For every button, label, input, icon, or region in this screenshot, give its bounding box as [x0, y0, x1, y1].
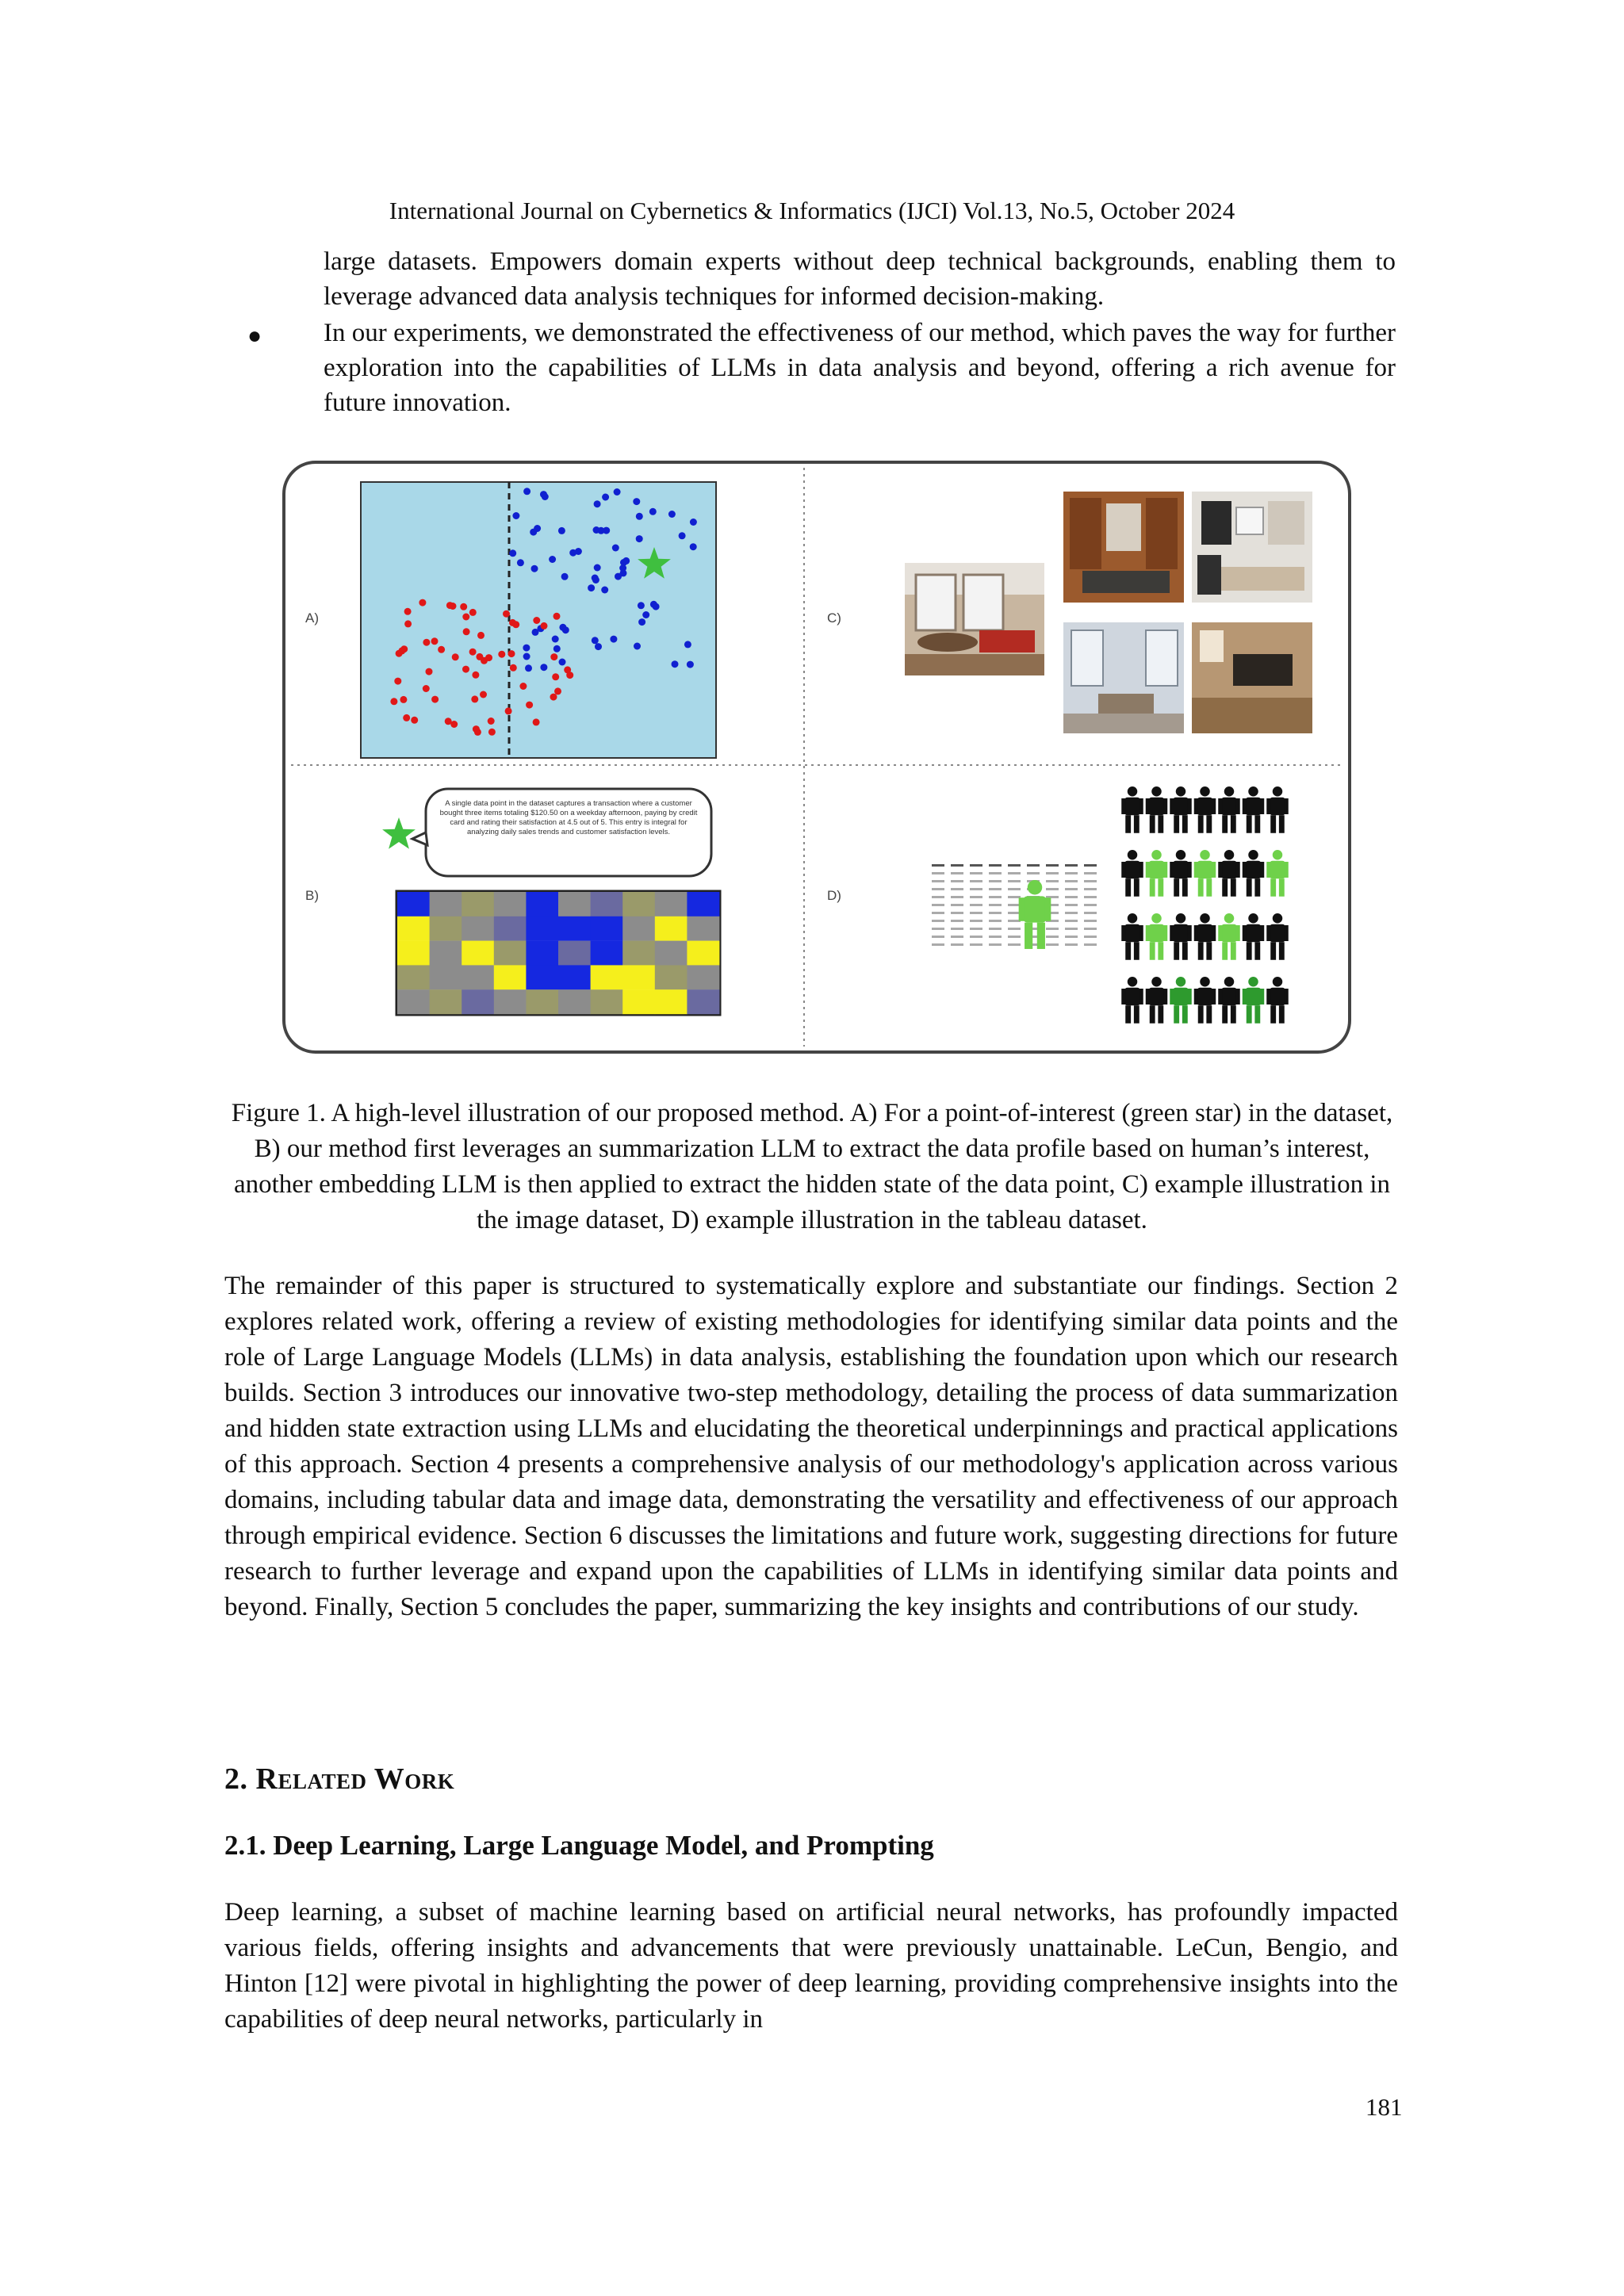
heatmap-cell [558, 989, 591, 1014]
heatmap-cell [591, 989, 623, 1014]
heatmap-cell [397, 941, 430, 966]
table-cell [1065, 904, 1078, 906]
scatter-point-red [431, 637, 439, 645]
scatter-point-blue [540, 491, 547, 498]
table-cell [1046, 943, 1059, 946]
page-number: 181 [1365, 2093, 1403, 2121]
heatmap-cell [397, 965, 430, 989]
figure-caption: Figure 1. A high-level illustration of our proposed method. A) For a point-of-interest (green star) in the dataset, B) our method first leverages an summarization LLM to extract the data profile based on human’s interest, another embedding LLM is then applied to extract the hidden state of the data point, C) example illustration in the image dataset, D) example illustration in the tableau dataset. [231, 1099, 1393, 1234]
scatter-point-blue [592, 637, 599, 644]
table-cell [932, 928, 944, 930]
scatter-point-blue [634, 643, 641, 650]
heatmap-cell [591, 941, 623, 966]
table-cell [1065, 920, 1078, 922]
heatmap-cell [397, 892, 430, 916]
scatter-point-blue [684, 641, 691, 648]
scatter-point-red [403, 714, 410, 721]
scatter-point-red [419, 599, 426, 607]
table-cell [1065, 880, 1078, 882]
heatmap-cell [687, 989, 719, 1014]
table-cell [989, 880, 1002, 882]
heatmap-cell [494, 916, 527, 941]
scatter-point-red [394, 678, 401, 685]
table-cell [1065, 888, 1078, 890]
table-cell [932, 936, 944, 938]
room-photo-kitchen [1063, 492, 1184, 603]
scatter-point-red [519, 683, 527, 690]
heatmap-cell [655, 892, 688, 916]
heatmap-cell [462, 989, 494, 1014]
scatter-point-red [445, 718, 452, 725]
heatmap-cell [687, 965, 719, 989]
heatmap-cell [430, 941, 462, 966]
heatmap-cell [591, 965, 623, 989]
scatter-point-blue [588, 584, 595, 591]
table-cell [1065, 872, 1078, 874]
panel-label-d: D) [827, 888, 841, 903]
paragraph-deep-learning: Deep learning, a subset of machine learning based on artificial neural networks, has profoundly impacted various fields, offering insights and advancements that were previously unattainable. LeCun, Bengio, and Hinton [12] were pivotal in highlighting the power of deep learning, providing comprehensive insights into the capabilities of deep neural networks, particularly in [224, 1898, 1398, 2034]
table-cell [1008, 936, 1021, 938]
scatter-point-red [396, 650, 403, 657]
scatter-point-blue [598, 527, 605, 534]
scatter-point-red [471, 695, 478, 702]
table-cell [989, 904, 1002, 906]
heatmap-cell [655, 965, 688, 989]
heatmap-cell [526, 989, 558, 1014]
table-cell [932, 904, 944, 906]
scatter-point-red [460, 603, 467, 610]
scatter-point-blue [523, 488, 530, 495]
scatter-point-blue [594, 564, 601, 572]
table-cell [1084, 912, 1097, 914]
heatmap-cell [558, 965, 591, 989]
heatmap-cell [558, 916, 591, 941]
scatter-point-red [450, 603, 457, 610]
scatter-point-red [469, 649, 477, 656]
scatter-point-red [472, 672, 479, 679]
heatmap-cell [622, 989, 655, 1014]
bullet-continuation: large datasets. Empowers domain experts without deep technical backgrounds, enabling them to leverage advanced data analysis techniques for informed decision-making. [324, 247, 1396, 311]
panel-label-a: A) [305, 610, 319, 626]
paragraph-paper-structure: The remainder of this paper is structured to systematically explore and substantiate our findings. Section 2 explores related work, offering a review of existing methodologies for identifying similar data points and the role of Large Language Models (LLMs) in data analysis, establishing the foundation upon which our research builds. Section 3 introduces our innovative two-step methodology, detailing the process of data summarization and hidden state extraction using LLMs and elucidating the theoretical underpinnings and practical applications of this approach. Section 4 presents a comprehensive analysis of our methodology's application across various domains, including tabular data and image data, demonstrating the versatility and effectiveness of our approach through empirical evidence. Section 6 discusses the limitations and future work, suggesting directions for future research to further leverage and expand upon the capabilities of LLMs in identifying similar data points and beyond. Finally, Section 5 concludes the paper, summarizing the key insights and contributions of our study. [224, 1272, 1398, 1621]
scatter-point-blue [561, 573, 569, 580]
heatmap-cell [462, 965, 494, 989]
scatter-point-blue [687, 661, 694, 668]
scatter-point-blue [679, 532, 686, 539]
table-cell [1084, 904, 1097, 906]
scatter-point-blue [559, 624, 566, 631]
scatter-point-blue [549, 556, 556, 563]
scatter-point-blue [592, 575, 599, 582]
summary-panel [382, 789, 720, 1015]
bullet-text: In our experiments, we demonstrated the effectiveness of our method, which paves the way for further exploration into the capabilities of LLMs in data analysis and beyond, offering a rich avenue for future innovation. [324, 319, 1396, 417]
scatter-point-blue [523, 653, 530, 660]
table-cell [970, 888, 982, 890]
room-photo-living-room [1192, 492, 1312, 603]
table-cell [932, 880, 944, 882]
scatter-point-blue [633, 498, 640, 505]
heatmap-cell [494, 965, 527, 989]
scatter-point-red [550, 653, 557, 660]
heatmap-cell [558, 892, 591, 916]
scatter-point-blue [553, 645, 561, 652]
table-cell [1065, 936, 1078, 938]
heatmap-cell [494, 989, 527, 1014]
subsection-heading-deep-learning: 2.1. Deep Learning, Large Language Model, and Prompting [224, 1830, 934, 1861]
table-cell [1084, 920, 1097, 922]
heatmap-cell [494, 892, 527, 916]
scatter-point-red [481, 657, 488, 664]
table-cell [1008, 912, 1021, 914]
table-cell [970, 912, 982, 914]
heatmap-cell [655, 989, 688, 1014]
table-cell [1084, 880, 1097, 882]
bullet-item [247, 316, 1396, 420]
scatter-point-red [533, 617, 540, 624]
scatter-point-red [533, 718, 540, 725]
heatmap-cell [526, 941, 558, 966]
scatter-point-blue [509, 549, 516, 557]
table-cell [1046, 872, 1059, 874]
scatter-point-red [503, 610, 510, 618]
scatter-point-blue [622, 557, 630, 564]
table-cell [951, 920, 963, 922]
table-cell [989, 888, 1002, 890]
scatter-point-red [426, 668, 433, 675]
scatter-point-blue [642, 611, 649, 618]
bullet-dot-icon: ● [247, 323, 262, 349]
table-cell [970, 864, 982, 867]
scatter-point-red [552, 673, 559, 680]
table-cell [951, 943, 963, 946]
scatter-point-red [488, 718, 495, 725]
scatter-point-blue [531, 565, 538, 572]
scatter-point-blue [612, 545, 619, 552]
heatmap-cell [526, 965, 558, 989]
table-cell [1008, 872, 1021, 874]
scatter-point-red [462, 614, 469, 621]
table-cell [932, 896, 944, 898]
heatmap-cell [397, 916, 430, 941]
table-cell [1008, 888, 1021, 890]
table-cell [1008, 864, 1021, 867]
scatter-point-red [404, 620, 412, 627]
table-cell [989, 943, 1002, 946]
panel-label-b: B) [305, 888, 319, 903]
table-cell [970, 928, 982, 930]
table-cell [932, 912, 944, 914]
heatmap-cell [687, 892, 719, 916]
scatter-point-red [423, 639, 430, 646]
table-cell [1046, 880, 1059, 882]
scatter-point-red [488, 729, 496, 736]
heatmap-cell [591, 916, 623, 941]
table-cell [1065, 896, 1078, 898]
table-cell [1008, 928, 1021, 930]
scatter-point-blue [636, 513, 643, 520]
room-photo-office [1192, 622, 1312, 733]
table-cell [932, 920, 944, 922]
scatter-point-red [510, 664, 517, 672]
table-cell [1008, 943, 1021, 946]
table-cell [1008, 880, 1021, 882]
heatmap-cell [494, 941, 527, 966]
scatter-point-red [438, 646, 445, 653]
table-cell [951, 864, 963, 867]
table-cell [1046, 928, 1059, 930]
heatmap-cell [526, 892, 558, 916]
scatter-point-blue [602, 494, 609, 501]
scatter-point-blue [517, 559, 524, 566]
scatter-point-red [498, 651, 505, 658]
scatter-point-blue [540, 664, 547, 671]
table-cell [932, 888, 944, 890]
scatter-point-blue [690, 519, 697, 526]
table-cell [989, 864, 1002, 867]
heatmap-cell [655, 916, 688, 941]
heatmap-cell [397, 989, 430, 1014]
scatter-point-red [505, 707, 512, 714]
scatter-point-blue [532, 629, 539, 636]
scatter-point-blue [614, 488, 621, 496]
scatter-point-red [564, 666, 571, 673]
scatter-point-blue [525, 664, 532, 672]
table-cell [951, 880, 963, 882]
table-cell [1084, 864, 1097, 867]
table-cell [1065, 864, 1078, 867]
scatter-point-red [553, 613, 561, 620]
scatter-plot-panel [361, 482, 716, 758]
heatmap-cell [591, 892, 623, 916]
scatter-point-red [469, 609, 477, 616]
scatter-point-red [512, 621, 519, 628]
scatter-point-blue [534, 525, 541, 532]
table-cell [951, 912, 963, 914]
scatter-point-blue [601, 587, 608, 594]
heatmap-cell [430, 965, 462, 989]
scatter-point-blue [569, 549, 576, 557]
table-cell [951, 936, 963, 938]
heatmap-cell [462, 916, 494, 941]
scatter-point-blue [690, 543, 697, 550]
table-cell [951, 928, 963, 930]
panel-label-c: C) [827, 610, 841, 626]
table-cell [1008, 920, 1021, 922]
table-cell [932, 864, 944, 867]
scatter-point-blue [649, 508, 657, 515]
scatter-point-red [554, 687, 561, 695]
table-cell [970, 943, 982, 946]
table-cell [989, 912, 1002, 914]
scatter-point-blue [594, 500, 601, 507]
table-cell [951, 888, 963, 890]
scatter-point-blue [559, 659, 566, 666]
section-heading-related-work: 2. Related Work [224, 1762, 455, 1796]
table-cell [1046, 888, 1059, 890]
table-cell [989, 936, 1002, 938]
table-cell [951, 872, 963, 874]
scatter-point-red [477, 632, 485, 639]
scatter-point-red [474, 729, 481, 736]
table-cell [989, 872, 1002, 874]
room-photo-dining [1063, 622, 1184, 733]
table-cell [1084, 936, 1097, 938]
table-cell [970, 896, 982, 898]
scatter-point-red [452, 653, 459, 660]
scatter-point-red [463, 628, 470, 635]
table-cell [970, 936, 982, 938]
scatter-point-red [390, 698, 397, 705]
room-photo-query [905, 563, 1044, 675]
scatter-point-blue [558, 527, 565, 534]
heatmap-cell [687, 916, 719, 941]
table-cell [1008, 896, 1021, 898]
table-cell [1065, 943, 1078, 946]
table-cell [1046, 936, 1059, 938]
heatmap-cell [526, 916, 558, 941]
figure-1 [282, 460, 1352, 1054]
table-cell [1065, 928, 1078, 930]
table-cell [970, 920, 982, 922]
embedding-heatmap [397, 892, 719, 1014]
heatmap-cell [655, 941, 688, 966]
table-cell [1084, 928, 1097, 930]
heatmap-cell [687, 941, 719, 966]
scatter-point-red [431, 696, 439, 703]
scatter-point-red [411, 717, 418, 724]
heatmap-cell [622, 941, 655, 966]
scatter-point-red [480, 691, 487, 698]
scatter-point-red [541, 622, 548, 629]
heatmap-cell [622, 892, 655, 916]
scatter-point-blue [668, 511, 676, 518]
table-cell [932, 872, 944, 874]
heatmap-cell [430, 916, 462, 941]
scatter-point-blue [552, 636, 559, 643]
table-cell [1008, 904, 1021, 906]
table-cell [1084, 872, 1097, 874]
heatmap-cell [462, 892, 494, 916]
table-cell [989, 920, 1002, 922]
table-cell [932, 943, 944, 946]
scatter-point-blue [595, 643, 602, 650]
table-cell [989, 896, 1002, 898]
table-cell [951, 904, 963, 906]
scatter-point-blue [523, 645, 530, 652]
scatter-point-red [404, 608, 412, 615]
scatter-point-blue [512, 512, 519, 519]
table-cell [970, 872, 982, 874]
heatmap-cell [622, 965, 655, 989]
table-cell [1027, 864, 1040, 867]
scatter-point-blue [638, 602, 645, 609]
table-cell [1084, 896, 1097, 898]
table-cell [970, 904, 982, 906]
scatter-point-blue [650, 601, 657, 608]
scatter-point-red [400, 696, 407, 703]
heatmap-cell [430, 989, 462, 1014]
table-cell [1084, 888, 1097, 890]
scatter-point-red [462, 666, 469, 673]
table-cell [970, 880, 982, 882]
heatmap-cell [430, 892, 462, 916]
scatter-point-red [550, 694, 557, 701]
table-cell [1084, 943, 1097, 946]
table-cell [1065, 912, 1078, 914]
scatter-point-red [508, 650, 515, 657]
scatter-point-blue [672, 660, 679, 668]
scatter-point-blue [620, 569, 627, 576]
callout-text: A single data point in the dataset captures a transaction where a customer bought three items totaling $120.50 on a weekday afternoon, paying by credit card and rating their satisfaction at 4.5 out of 5. This entry is integral for analyzing daily sales trends and customer satisfaction levels. [439, 799, 698, 836]
heatmap-cell [558, 941, 591, 966]
heatmap-cell [462, 941, 494, 966]
table-cell [989, 928, 1002, 930]
scatter-point-blue [610, 636, 617, 643]
table-cell [951, 896, 963, 898]
scatter-point-blue [638, 618, 645, 626]
scatter-point-red [423, 685, 430, 692]
table-cell [1046, 864, 1059, 867]
table-cell [1027, 872, 1040, 874]
callout-text-box [437, 794, 700, 872]
scatter-point-blue [636, 535, 643, 542]
heatmap-cell [622, 916, 655, 941]
journal-header: International Journal on Cybernetics & Informatics (IJCI) Vol.13, No.5, October 2024 [389, 197, 1235, 224]
scatter-point-red [526, 702, 533, 709]
